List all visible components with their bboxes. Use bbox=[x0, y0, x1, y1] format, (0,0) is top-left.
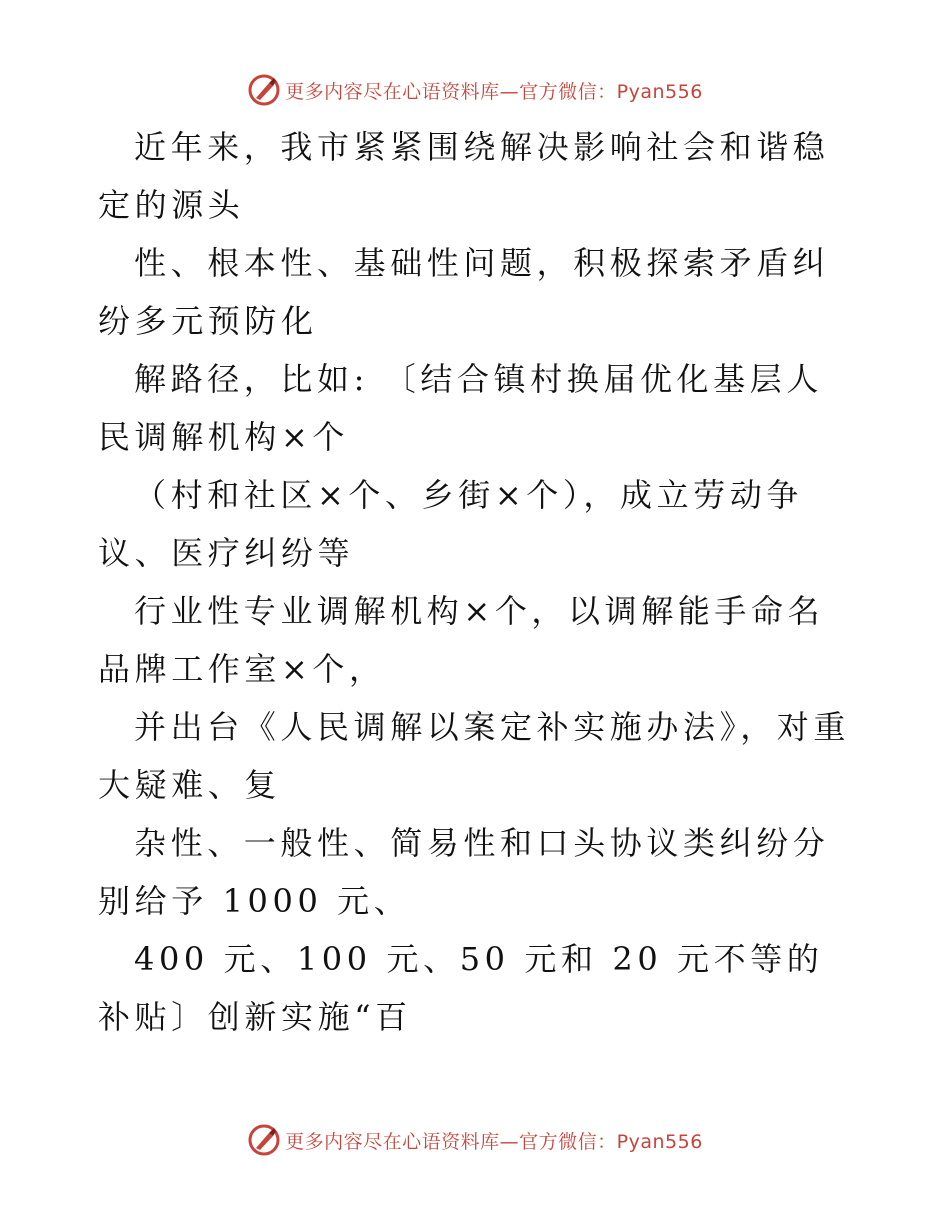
document-paragraph: 400 元、100 元、50 元和 20 元不等的补贴〕创新实施“百 bbox=[98, 940, 824, 1036]
footer-banner-text: 更多内容尽在心语资料库—官方微信：Pyan556 bbox=[285, 1130, 703, 1153]
quill-pen-logo-icon bbox=[247, 1123, 281, 1157]
document-paragraph: 近年来，我市紧紧围绕解决影响社会和谐稳定的源头 bbox=[98, 128, 830, 224]
document-paragraph: （村和社区×个、乡街×个），成立劳动争议、医疗纠纷等 bbox=[98, 476, 804, 572]
document-paragraph: 行业性专业调解机构×个，以调解能手命名品牌工作室×个， bbox=[98, 592, 825, 688]
document-paragraph: 解路径，比如: 〔结合镇村换届优化基层人民调解机构×个 bbox=[98, 360, 823, 456]
document-paragraph: 杂性、一般性、简易性和口头协议类纠纷分别给予 1000 元、 bbox=[98, 824, 830, 920]
document-body bbox=[98, 118, 858, 1046]
header-banner-text: 更多内容尽在心语资料库—官方微信：Pyan556 bbox=[285, 80, 703, 103]
quill-pen-logo-icon bbox=[247, 73, 281, 107]
document-paragraph: 并出台《人民调解以案定补实施办法》，对重大疑难、复 bbox=[98, 708, 851, 804]
footer-banner bbox=[0, 1120, 950, 1160]
document-paragraph: 性、根本性、基础性问题，积极探索矛盾纠纷多元预防化 bbox=[98, 244, 830, 340]
header-banner bbox=[0, 70, 950, 110]
